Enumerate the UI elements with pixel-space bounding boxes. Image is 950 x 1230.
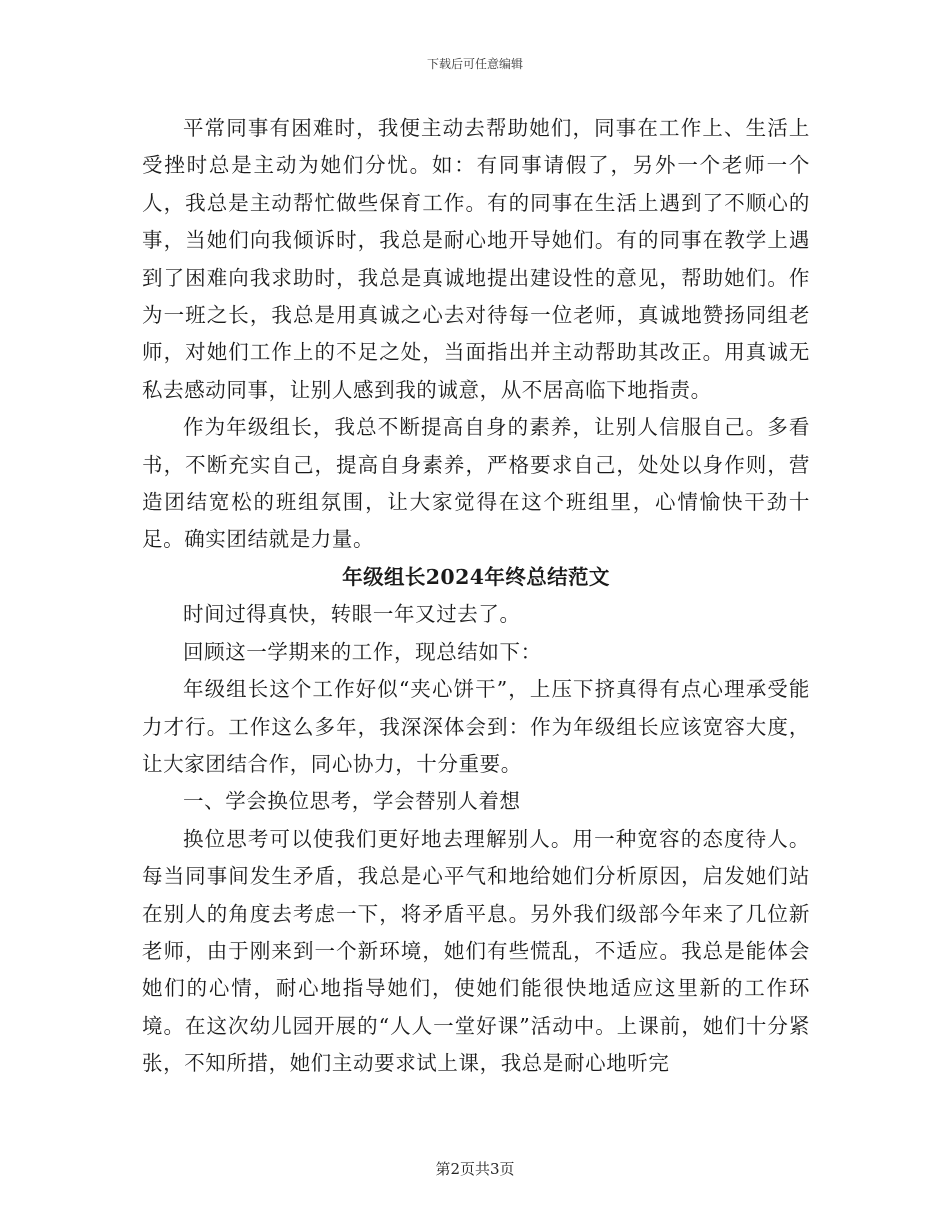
subheading-1: 一、学会换位思考，学会替别人着想 [183, 789, 521, 814]
paragraph-2: 作为年级组长，我总不断提高自身的素养，让别人信服自己。多看书，不断充实自己，提高自身素养，严格要求自己，处处以身作则，营造团结宽松的班组氛围，让大家觉得在这个班组里，心情愉快干劲十足。确实团结就是力量。 [142, 415, 810, 552]
page-number: 第2页共3页 [435, 1160, 515, 1178]
paragraph-3: 时间过得真快，转眼一年又过去了。 [183, 602, 521, 627]
section-title: 年级组长2024年终总结范文 [342, 564, 610, 589]
paragraph-6: 换位思考可以使我们更好地去理解别人。用一种宽容的态度待人。每当同事间发生矛盾，我总是心平气和地给她们分析原因，启发她们站在别人的角度去考虑一下，将矛盾平息。另外我们级部今年来了几位新老师，由于刚来到一个新环境，她们有些慌乱，不适应。我总是能体会她们的心情，耐心地指导她们，使她们能很快地适应这里新的工作环境。在这次幼儿园开展的“人人一堂好课”活动中。上课前，她们十分紧张，不知所措，她们主动要求试上课，我总是耐心地听完 [142, 826, 810, 1076]
document-body [142, 110, 810, 1083]
page-header-note: 下载后可任意编辑 [426, 57, 523, 71]
paragraph-5: 年级组长这个工作好似“夹心饼干”，上压下挤真得有点心理承受能力才行。工作这么多年，我深深体会到：作为年级组长应该宽容大度，让大家团结合作，同心协力，十分重要。 [142, 677, 810, 776]
paragraph-1: 平常同事有困难时，我便主动去帮助她们，同事在工作上、生活上受挫时总是主动为她们分忧。如：有同事请假了，另外一个老师一个人，我总是主动帮忙做些保育工作。有的同事在生活上遇到了不顺心的事，当她们向我倾诉时，我总是耐心地开导她们。有的同事在教学上遇到了困难向我求助时，我总是真诚地提出建设性的意见，帮助她们。作为一班之长，我总是用真诚之心去对待每一位老师，真诚地赞扬同组老师，对她们工作上的不足之处，当面指出并主动帮助其改正。用真诚无私去感动同事，让别人感到我的诚意，从不居高临下地指责。 [142, 116, 810, 402]
paragraph-4: 回顾这一学期来的工作，现总结如下： [183, 639, 542, 664]
